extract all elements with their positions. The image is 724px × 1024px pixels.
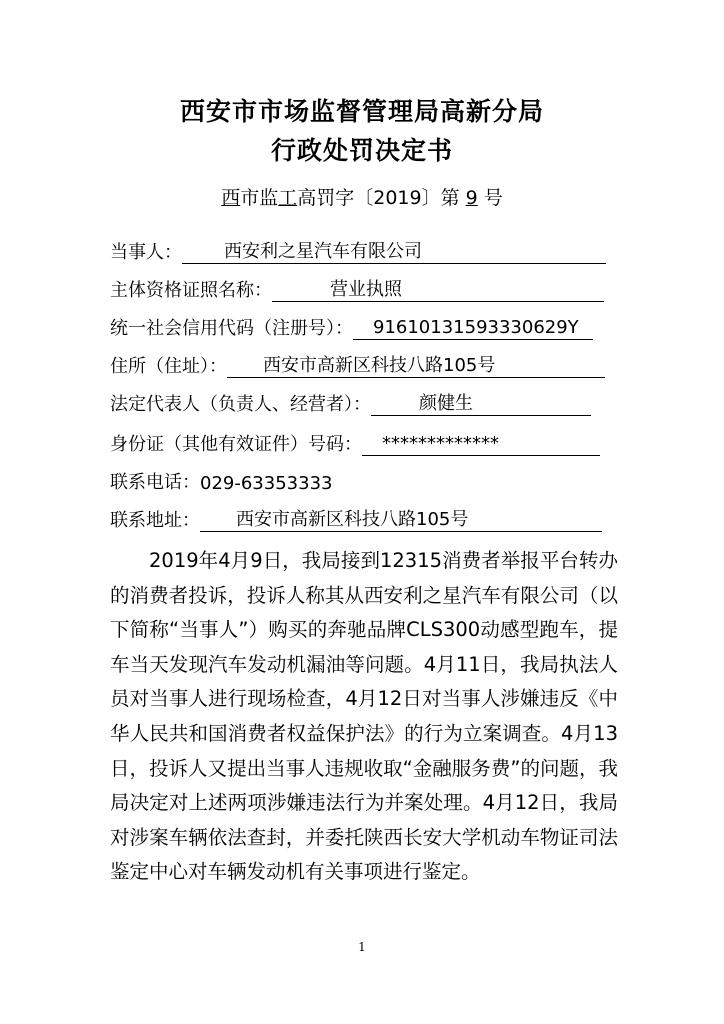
doc-number-mid2: 高罚字〔2019〕第 (297, 187, 460, 209)
credit-code-label: 统一社会信用代码（注册号）： (110, 318, 353, 339)
document-title-authority: 西安市市场监督管理局高新分局 (179, 97, 544, 126)
party-label: 当事人： (110, 242, 182, 263)
credit-code-field (110, 312, 593, 340)
narrative-line: 华人民共和国消费者权益保护法》的行为立案调查。4月13 (110, 721, 618, 745)
narrative-line: 日，投诉人又提出当事人违规收取“金融服务费”的问题，我 (110, 756, 618, 780)
license-value: 营业执照 (272, 278, 604, 302)
doc-number-prefix: 西 (221, 187, 241, 209)
doc-number-value: 9 (465, 187, 478, 209)
narrative-line: 鉴定中心对车辆发动机有关事项进行鉴定。 (110, 860, 481, 884)
credit-code-value: 916101315933306​29Y (353, 316, 593, 340)
contact-address-value: 西安市高新区科技八路105号 (200, 508, 602, 532)
narrative-line: 局决定对上述两项涉嫌违法行为并案处理。4月12日，我局 (110, 791, 618, 815)
phone-label: 联系电话： (110, 472, 200, 493)
case-narrative (110, 544, 618, 890)
license-label: 主体资格证照名称： (110, 280, 272, 301)
phone-value: 029-63353333 (200, 473, 333, 494)
document-number (0, 183, 724, 210)
narrative-line: 对涉案车辆依法查封，并委托陕西长安大学机动车物证司法 (110, 825, 618, 849)
contact-address-field (110, 504, 602, 532)
doc-number-mid1: 市监 (240, 187, 279, 209)
id-number-field (110, 428, 600, 456)
legal-rep-field (110, 388, 591, 416)
narrative-line: 员对当事人进行现场检查，4月12日对当事人涉嫌违反《中 (110, 687, 618, 711)
address-field (110, 350, 605, 378)
id-number-label: 身份证（其他有效证件）号码： (110, 434, 362, 455)
narrative-line: 2019年4月9日，我局接到12315消费者举报平台转办 (149, 549, 618, 572)
contact-address-label: 联系地址： (110, 510, 200, 531)
narrative-line: 下简称“当事人”）购买的奔驰品牌CLS300动感型跑车，提 (110, 618, 618, 642)
narrative-line: 车当天发现汽车发动机漏油等问题。4月11日，我局执法人 (110, 652, 618, 676)
legal-rep-label: 法定代表人（负责人、经营者）： (110, 394, 371, 415)
legal-rep-value: 颜健生 (371, 392, 591, 416)
page-number: 1 (358, 940, 366, 954)
id-number-value: ************* (362, 432, 600, 456)
address-label: 住所（住址）： (110, 356, 227, 377)
document-title-type: 行政处罚决定书 (270, 136, 453, 165)
doc-number-suffix: 号 (483, 187, 503, 209)
party-field (110, 236, 606, 264)
phone-field (110, 466, 332, 494)
narrative-line: 的消费者投诉，投诉人称其从西安利之星汽车有限公司（以 (110, 583, 618, 607)
address-value: 西安市高新区科技八路105号 (227, 354, 605, 378)
doc-number-u2: 工 (278, 187, 298, 209)
license-field (110, 274, 604, 302)
party-value: 西安利之星汽车有限公司 (182, 240, 606, 264)
